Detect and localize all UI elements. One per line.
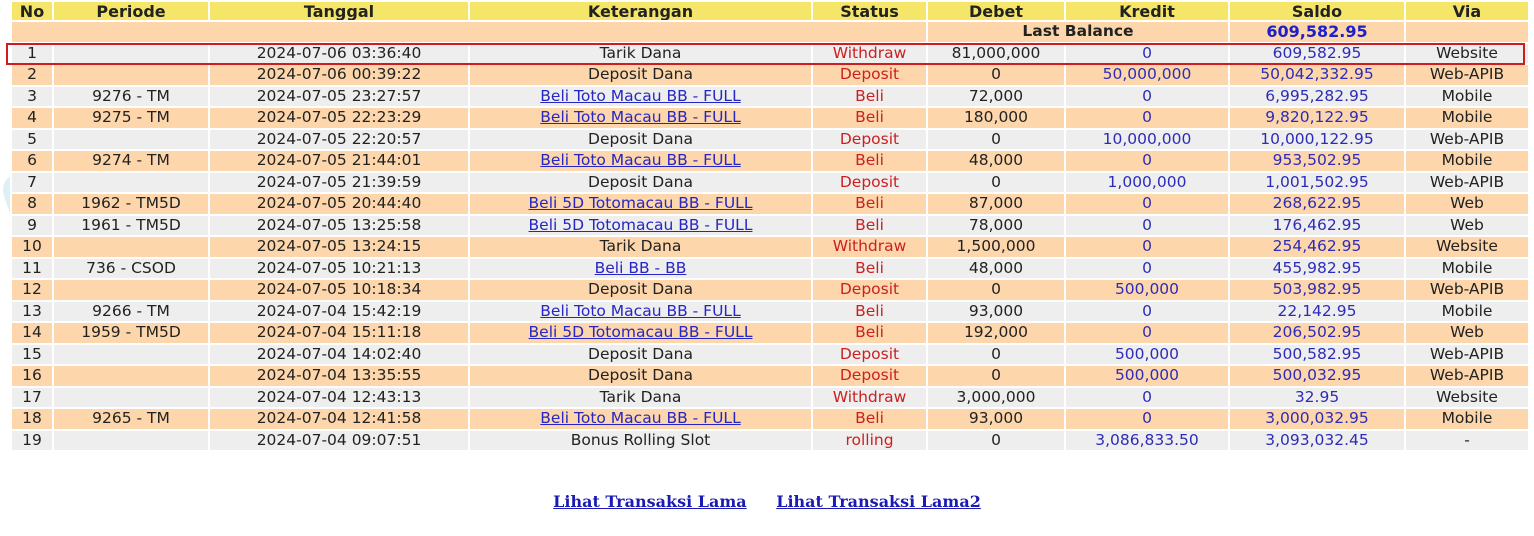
table-row: [11, 236, 1529, 258]
table-row: [11, 430, 1529, 452]
footer-links: [0, 492, 1534, 511]
row-via: Mobile: [1405, 86, 1529, 108]
row-via: Mobile: [1405, 150, 1529, 172]
row-tanggal: 2024-07-06 03:36:40: [209, 43, 469, 65]
table-row: [11, 43, 1529, 65]
row-no: 5: [11, 129, 53, 151]
header-kredit: Kredit: [1065, 1, 1229, 21]
row-periode: 1962 - TM5D: [53, 193, 209, 215]
row-via: Mobile: [1405, 301, 1529, 323]
row-periode: [53, 279, 209, 301]
row-status: Deposit: [812, 279, 927, 301]
row-keterangan: [469, 107, 812, 129]
row-keterangan: [469, 193, 812, 215]
table-row: [11, 193, 1529, 215]
row-no: 13: [11, 301, 53, 323]
row-saldo: 609,582.95: [1229, 43, 1405, 65]
row-status: Beli: [812, 215, 927, 237]
row-no: 7: [11, 172, 53, 194]
row-no: 1: [11, 43, 53, 65]
row-kredit: 0: [1065, 322, 1229, 344]
row-status: Beli: [812, 86, 927, 108]
row-keterangan: [469, 86, 812, 108]
row-tanggal: 2024-07-05 13:25:58: [209, 215, 469, 237]
row-kredit: 3,086,833.50: [1065, 430, 1229, 452]
row-tanggal: 2024-07-04 15:42:19: [209, 301, 469, 323]
row-via: Web-APIB: [1405, 279, 1529, 301]
row-no: 15: [11, 344, 53, 366]
row-debet: 180,000: [927, 107, 1065, 129]
row-debet: 93,000: [927, 301, 1065, 323]
row-keterangan: [469, 215, 812, 237]
row-debet: 48,000: [927, 258, 1065, 280]
row-via: Web: [1405, 322, 1529, 344]
row-no: 3: [11, 86, 53, 108]
row-status: Deposit: [812, 64, 927, 86]
transaction-detail-link[interactable]: Beli Toto Macau BB - FULL: [540, 301, 741, 320]
row-debet: 0: [927, 172, 1065, 194]
header-periode: Periode: [53, 1, 209, 21]
row-via: Web-APIB: [1405, 365, 1529, 387]
row-periode: [53, 344, 209, 366]
row-no: 10: [11, 236, 53, 258]
row-debet: 0: [927, 344, 1065, 366]
row-kredit: 0: [1065, 408, 1229, 430]
row-tanggal: 2024-07-05 23:27:57: [209, 86, 469, 108]
row-kredit: 10,000,000: [1065, 129, 1229, 151]
row-kredit: 1,000,000: [1065, 172, 1229, 194]
row-kredit: 0: [1065, 193, 1229, 215]
row-keterangan: Tarik Dana: [469, 43, 812, 65]
row-debet: 78,000: [927, 215, 1065, 237]
old-transactions-link[interactable]: Lihat Transaksi Lama: [553, 492, 747, 511]
row-status: Withdraw: [812, 236, 927, 258]
row-status: Deposit: [812, 129, 927, 151]
row-keterangan: Tarik Dana: [469, 387, 812, 409]
row-tanggal: 2024-07-05 21:44:01: [209, 150, 469, 172]
header-keterangan: Keterangan: [469, 1, 812, 21]
row-status: Deposit: [812, 344, 927, 366]
last-balance-label: Last Balance: [927, 21, 1229, 43]
row-debet: 3,000,000: [927, 387, 1065, 409]
row-keterangan: Deposit Dana: [469, 172, 812, 194]
row-saldo: 254,462.95: [1229, 236, 1405, 258]
row-kredit: 0: [1065, 236, 1229, 258]
row-debet: 192,000: [927, 322, 1065, 344]
row-no: 4: [11, 107, 53, 129]
row-via: Web: [1405, 193, 1529, 215]
row-status: Beli: [812, 193, 927, 215]
row-tanggal: 2024-07-05 20:44:40: [209, 193, 469, 215]
table-row: [11, 301, 1529, 323]
table-row: [11, 215, 1529, 237]
row-debet: 0: [927, 430, 1065, 452]
row-saldo: 500,032.95: [1229, 365, 1405, 387]
row-status: Beli: [812, 301, 927, 323]
table-header-row: [11, 1, 1529, 21]
table-row: [11, 408, 1529, 430]
row-tanggal: 2024-07-04 12:43:13: [209, 387, 469, 409]
row-via: Website: [1405, 387, 1529, 409]
row-saldo: 22,142.95: [1229, 301, 1405, 323]
row-kredit: 0: [1065, 387, 1229, 409]
transaction-detail-link[interactable]: Beli Toto Macau BB - FULL: [540, 86, 741, 105]
row-status: rolling: [812, 430, 927, 452]
table-row: [11, 64, 1529, 86]
row-keterangan: Bonus Rolling Slot: [469, 430, 812, 452]
row-keterangan: [469, 258, 812, 280]
row-via: Web-APIB: [1405, 64, 1529, 86]
row-tanggal: 2024-07-05 22:20:57: [209, 129, 469, 151]
table-row: [11, 387, 1529, 409]
row-debet: 1,500,000: [927, 236, 1065, 258]
row-debet: 93,000: [927, 408, 1065, 430]
row-no: 12: [11, 279, 53, 301]
row-kredit: 500,000: [1065, 279, 1229, 301]
row-keterangan: [469, 150, 812, 172]
row-periode: [53, 172, 209, 194]
header-tanggal: Tanggal: [209, 1, 469, 21]
row-saldo: 10,000,122.95: [1229, 129, 1405, 151]
row-tanggal: 2024-07-05 22:23:29: [209, 107, 469, 129]
row-via: Web-APIB: [1405, 129, 1529, 151]
row-saldo: 6,995,282.95: [1229, 86, 1405, 108]
row-debet: 0: [927, 279, 1065, 301]
table-row: [11, 172, 1529, 194]
transaction-detail-link[interactable]: Beli 5D Totomacau BB - FULL: [528, 215, 753, 234]
table-row: [11, 107, 1529, 129]
row-saldo: 3,000,032.95: [1229, 408, 1405, 430]
header-no: No: [11, 1, 53, 21]
row-no: 6: [11, 150, 53, 172]
row-periode: [53, 129, 209, 151]
row-periode: 9265 - TM: [53, 408, 209, 430]
row-tanggal: 2024-07-04 14:02:40: [209, 344, 469, 366]
row-keterangan: Deposit Dana: [469, 279, 812, 301]
row-periode: [53, 430, 209, 452]
row-debet: 0: [927, 365, 1065, 387]
row-via: Web-APIB: [1405, 344, 1529, 366]
row-periode: [53, 387, 209, 409]
row-no: 18: [11, 408, 53, 430]
transaction-detail-link[interactable]: Beli Toto Macau BB - FULL: [540, 108, 741, 127]
row-saldo: 9,820,122.95: [1229, 107, 1405, 129]
row-no: 16: [11, 365, 53, 387]
row-periode: 736 - CSOD: [53, 258, 209, 280]
transaction-detail-link[interactable]: Beli BB - BB: [594, 258, 687, 277]
row-status: Deposit: [812, 172, 927, 194]
row-no: 8: [11, 193, 53, 215]
row-status: Beli: [812, 107, 927, 129]
row-via: Mobile: [1405, 408, 1529, 430]
row-saldo: 953,502.95: [1229, 150, 1405, 172]
row-tanggal: 2024-07-04 09:07:51: [209, 430, 469, 452]
row-status: Beli: [812, 408, 927, 430]
row-via: -: [1405, 430, 1529, 452]
row-tanggal: 2024-07-04 12:41:58: [209, 408, 469, 430]
row-tanggal: 2024-07-05 21:39:59: [209, 172, 469, 194]
row-debet: 81,000,000: [927, 43, 1065, 65]
row-kredit: 0: [1065, 150, 1229, 172]
last-balance-row: [11, 21, 1529, 43]
row-kredit: 500,000: [1065, 365, 1229, 387]
row-periode: 9274 - TM: [53, 150, 209, 172]
row-kredit: 0: [1065, 43, 1229, 65]
row-saldo: 503,982.95: [1229, 279, 1405, 301]
transaction-detail-link[interactable]: Beli Toto Macau BB - FULL: [540, 151, 741, 170]
row-via: Website: [1405, 43, 1529, 65]
row-status: Beli: [812, 322, 927, 344]
row-keterangan: [469, 301, 812, 323]
row-keterangan: Deposit Dana: [469, 64, 812, 86]
row-saldo: 1,001,502.95: [1229, 172, 1405, 194]
row-debet: 0: [927, 64, 1065, 86]
row-tanggal: 2024-07-05 13:24:15: [209, 236, 469, 258]
header-saldo: Saldo: [1229, 1, 1405, 21]
old-transactions-link-2[interactable]: Lihat Transaksi Lama2: [776, 492, 981, 511]
row-saldo: 500,582.95: [1229, 344, 1405, 366]
row-saldo: 32.95: [1229, 387, 1405, 409]
row-kredit: 500,000: [1065, 344, 1229, 366]
row-keterangan: Deposit Dana: [469, 344, 812, 366]
header-debet: Debet: [927, 1, 1065, 21]
row-status: Withdraw: [812, 387, 927, 409]
row-via: Mobile: [1405, 258, 1529, 280]
row-kredit: 0: [1065, 215, 1229, 237]
row-status: Deposit: [812, 365, 927, 387]
table-row: [11, 258, 1529, 280]
row-status: Beli: [812, 258, 927, 280]
row-periode: [53, 365, 209, 387]
row-saldo: 268,622.95: [1229, 193, 1405, 215]
row-periode: 1959 - TM5D: [53, 322, 209, 344]
row-keterangan: Deposit Dana: [469, 129, 812, 151]
row-keterangan: [469, 408, 812, 430]
table-row: [11, 322, 1529, 344]
row-keterangan: Tarik Dana: [469, 236, 812, 258]
transaction-detail-link[interactable]: Beli 5D Totomacau BB - FULL: [528, 323, 753, 342]
row-tanggal: 2024-07-04 15:11:18: [209, 322, 469, 344]
table-row: [11, 150, 1529, 172]
row-debet: 72,000: [927, 86, 1065, 108]
row-no: 2: [11, 64, 53, 86]
row-periode: 9275 - TM: [53, 107, 209, 129]
header-via: Via: [1405, 1, 1529, 21]
row-tanggal: 2024-07-05 10:18:34: [209, 279, 469, 301]
transaction-detail-link[interactable]: Beli 5D Totomacau BB - FULL: [528, 194, 753, 213]
row-saldo: 206,502.95: [1229, 322, 1405, 344]
row-periode: 1961 - TM5D: [53, 215, 209, 237]
row-keterangan: Deposit Dana: [469, 365, 812, 387]
row-periode: 9276 - TM: [53, 86, 209, 108]
row-no: 11: [11, 258, 53, 280]
row-periode: [53, 236, 209, 258]
row-kredit: 50,000,000: [1065, 64, 1229, 86]
row-tanggal: 2024-07-04 13:35:55: [209, 365, 469, 387]
transaction-table: [10, 0, 1530, 452]
last-balance-value: 609,582.95: [1229, 21, 1405, 43]
row-via: Mobile: [1405, 107, 1529, 129]
row-via: Web-APIB: [1405, 172, 1529, 194]
table-row: [11, 129, 1529, 151]
table-row: [11, 279, 1529, 301]
header-status: Status: [812, 1, 927, 21]
row-periode: [53, 43, 209, 65]
row-saldo: 455,982.95: [1229, 258, 1405, 280]
table-row: [11, 344, 1529, 366]
row-status: Withdraw: [812, 43, 927, 65]
row-debet: 0: [927, 129, 1065, 151]
row-no: 14: [11, 322, 53, 344]
table-row: [11, 86, 1529, 108]
row-no: 19: [11, 430, 53, 452]
row-tanggal: 2024-07-06 00:39:22: [209, 64, 469, 86]
row-keterangan: [469, 322, 812, 344]
row-kredit: 0: [1065, 86, 1229, 108]
row-no: 17: [11, 387, 53, 409]
transaction-detail-link[interactable]: Beli Toto Macau BB - FULL: [540, 409, 741, 428]
row-saldo: 176,462.95: [1229, 215, 1405, 237]
row-kredit: 0: [1065, 107, 1229, 129]
row-status: Beli: [812, 150, 927, 172]
row-debet: 87,000: [927, 193, 1065, 215]
row-periode: 9266 - TM: [53, 301, 209, 323]
row-saldo: 3,093,032.45: [1229, 430, 1405, 452]
row-kredit: 0: [1065, 301, 1229, 323]
row-saldo: 50,042,332.95: [1229, 64, 1405, 86]
row-tanggal: 2024-07-05 10:21:13: [209, 258, 469, 280]
row-debet: 48,000: [927, 150, 1065, 172]
row-via: Web: [1405, 215, 1529, 237]
row-via: Website: [1405, 236, 1529, 258]
table-row: [11, 365, 1529, 387]
row-kredit: 0: [1065, 258, 1229, 280]
row-periode: [53, 64, 209, 86]
row-no: 9: [11, 215, 53, 237]
